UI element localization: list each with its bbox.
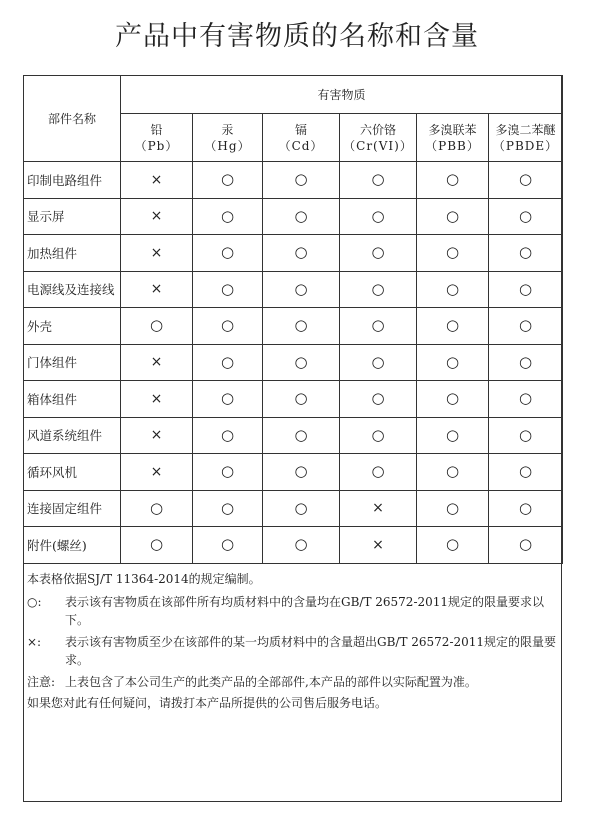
mark-cell: [340, 162, 417, 199]
note-contact: 如果您对此有任何疑问，请拨打本产品所提供的公司售后服务电话。: [27, 696, 388, 710]
mark-cell: [340, 417, 417, 454]
circle-mark: ○: [518, 462, 533, 481]
circle-mark: ○: [371, 389, 385, 408]
substance-symbol: （Pb）: [134, 138, 179, 153]
circle-mark: ○: [220, 462, 235, 481]
circle-mark: ○: [149, 535, 164, 554]
table-body: [24, 76, 563, 564]
mark-cell: [417, 271, 489, 308]
mark-cell: [121, 235, 193, 272]
mark-cell: [193, 417, 263, 454]
circle-mark: ○: [294, 352, 308, 371]
circle-mark: ○: [149, 316, 164, 335]
circle-mark: ○: [294, 316, 308, 335]
mark-cell: [489, 198, 563, 235]
mark-cell: [193, 381, 263, 418]
circle-mark: ○: [445, 389, 460, 408]
note-cross-key: ×:: [27, 634, 42, 649]
mark-cell: [121, 198, 193, 235]
table-row: [24, 490, 563, 527]
mark-cell: [340, 235, 417, 272]
circle-mark: ○: [371, 425, 385, 444]
mark-cell: [340, 271, 417, 308]
mark-cell: [417, 381, 489, 418]
part-name-header: 部件名称: [24, 76, 121, 162]
mark-cell: [263, 490, 340, 527]
mark-cell: [340, 381, 417, 418]
part-name-cell: 外壳: [24, 308, 121, 345]
circle-mark: ○: [220, 279, 235, 298]
circle-mark: ○: [445, 462, 460, 481]
substance-name: 六价铬: [359, 122, 396, 137]
table-row: [24, 381, 563, 418]
mark-cell: [417, 490, 489, 527]
circle-mark: ○: [371, 206, 385, 225]
cross-mark: ×: [150, 463, 163, 480]
cross-mark: ×: [372, 500, 384, 517]
header-row: [24, 76, 563, 114]
table-row: [24, 271, 563, 308]
note-circle-key: ○:: [27, 594, 42, 609]
cross-mark: ×: [150, 281, 163, 298]
circle-mark: ○: [371, 352, 385, 371]
substance-name: 多溴二苯醚: [495, 122, 556, 137]
mark-cell: [193, 490, 263, 527]
circle-mark: ○: [220, 352, 235, 371]
part-name-cell: 印制电路组件: [24, 162, 121, 199]
mark-cell: [121, 454, 193, 491]
circle-mark: ○: [220, 170, 235, 189]
mark-cell: [193, 198, 263, 235]
mark-cell: [489, 235, 563, 272]
part-name-cell: 循环风机: [24, 454, 121, 491]
substance-header-1: [193, 114, 263, 162]
mark-cell: [489, 308, 563, 345]
circle-mark: ○: [445, 206, 460, 225]
part-name-cell: 箱体组件: [24, 381, 121, 418]
circle-mark: ○: [518, 243, 533, 262]
note-basis: 本表格依据SJ/T 11364-2014的规定编制。: [27, 572, 261, 586]
note-circle-text: 表示该有害物质在该部件所有均质材料中的含量均在GB/T 26572-2011规定的限量要求以下。: [65, 594, 545, 627]
mark-cell: [489, 527, 563, 564]
mark-cell: [417, 417, 489, 454]
mark-cell: [417, 527, 489, 564]
mark-cell: [417, 454, 489, 491]
circle-mark: ○: [220, 206, 235, 225]
circle-mark: ○: [220, 425, 235, 444]
mark-cell: [489, 417, 563, 454]
circle-mark: ○: [371, 316, 385, 335]
note-circle: [27, 593, 557, 630]
circle-mark: ○: [445, 352, 460, 371]
substance-header-3: [340, 114, 417, 162]
circle-mark: ○: [294, 279, 308, 298]
circle-mark: ○: [445, 498, 460, 517]
mark-cell: [417, 308, 489, 345]
mark-cell: [417, 198, 489, 235]
mark-cell: [121, 417, 193, 454]
circle-mark: ○: [518, 170, 533, 189]
circle-mark: ○: [518, 279, 533, 298]
substance-group-header: 有害物质: [121, 76, 563, 114]
cross-mark: ×: [150, 354, 163, 371]
part-name-cell: 门体组件: [24, 344, 121, 381]
circle-mark: ○: [294, 243, 308, 262]
substance-symbol: （Hg）: [204, 138, 251, 153]
circle-mark: ○: [445, 316, 460, 335]
mark-cell: [193, 235, 263, 272]
table-row: [24, 417, 563, 454]
circle-mark: ○: [294, 206, 308, 225]
mark-cell: [340, 454, 417, 491]
note-attention: [27, 673, 557, 692]
mark-cell: [489, 454, 563, 491]
hazardous-substance-table: [23, 75, 563, 564]
mark-cell: [263, 198, 340, 235]
mark-cell: [417, 162, 489, 199]
cross-mark: ×: [150, 208, 163, 225]
mark-cell: [121, 527, 193, 564]
page-title: 产品中有害物质的名称和含量: [115, 21, 479, 52]
mark-cell: [417, 344, 489, 381]
mark-cell: [263, 344, 340, 381]
circle-mark: ○: [445, 243, 460, 262]
table-row: [24, 235, 563, 272]
mark-cell: [263, 527, 340, 564]
circle-mark: ○: [371, 170, 385, 189]
mark-cell: [193, 308, 263, 345]
mark-cell: [193, 162, 263, 199]
mark-cell: [193, 527, 263, 564]
mark-cell: [121, 381, 193, 418]
circle-mark: ○: [294, 535, 308, 554]
mark-cell: [489, 344, 563, 381]
table-row: [24, 198, 563, 235]
circle-mark: ○: [518, 206, 533, 225]
circle-mark: ○: [371, 462, 385, 481]
table-row: [24, 527, 563, 564]
table-row: [24, 162, 563, 199]
circle-mark: ○: [294, 389, 308, 408]
note-attention-text: 上表包含了本公司生产的此类产品的全部部件,本产品的部件以实际配置为准。: [65, 674, 477, 689]
mark-cell: [263, 271, 340, 308]
circle-mark: ○: [445, 535, 460, 554]
substance-header-2: [263, 114, 340, 162]
notes-section: [27, 570, 557, 717]
mark-cell: [193, 344, 263, 381]
circle-mark: ○: [371, 243, 385, 262]
note-cross-text: 表示该有害物质至少在该部件的某一均质材料中的含量超出GB/T 26572-2011规定的限量要求。: [65, 634, 557, 667]
note-cross: [27, 633, 557, 670]
mark-cell: [340, 527, 417, 564]
substance-symbol: （PBB）: [425, 138, 480, 153]
circle-mark: ○: [149, 498, 164, 517]
mark-cell: [263, 417, 340, 454]
mark-cell: [263, 235, 340, 272]
substance-symbol: （Cr(VI)）: [343, 138, 413, 153]
circle-mark: ○: [518, 389, 533, 408]
part-name-cell: 连接固定组件: [24, 490, 121, 527]
part-name-cell: 电源线及连接线: [24, 271, 121, 308]
substance-name: 镉: [294, 122, 307, 137]
circle-mark: ○: [445, 279, 460, 298]
substance-header-4: [417, 114, 489, 162]
circle-mark: ○: [518, 498, 533, 517]
substance-name: 铅: [150, 122, 163, 137]
cross-mark: ×: [150, 244, 163, 261]
substance-symbol: （PBDE）: [492, 138, 559, 153]
mark-cell: [193, 271, 263, 308]
table-row: [24, 308, 563, 345]
part-name-cell: 加热组件: [24, 235, 121, 272]
mark-cell: [121, 162, 193, 199]
circle-mark: ○: [220, 316, 235, 335]
mark-cell: [489, 271, 563, 308]
substance-symbol: （Cd）: [278, 138, 324, 153]
circle-mark: ○: [294, 498, 308, 517]
mark-cell: [489, 381, 563, 418]
mark-cell: [193, 454, 263, 491]
circle-mark: ○: [294, 462, 308, 481]
mark-cell: [263, 381, 340, 418]
circle-mark: ○: [220, 498, 235, 517]
circle-mark: ○: [220, 535, 235, 554]
mark-cell: [340, 198, 417, 235]
part-name-cell: 附件(螺丝): [24, 527, 121, 564]
substance-header-5: [489, 114, 563, 162]
circle-mark: ○: [220, 389, 235, 408]
circle-mark: ○: [294, 170, 308, 189]
circle-mark: ○: [220, 243, 235, 262]
mark-cell: [121, 344, 193, 381]
mark-cell: [263, 162, 340, 199]
circle-mark: ○: [445, 425, 460, 444]
mark-cell: [121, 271, 193, 308]
mark-cell: [489, 162, 563, 199]
substance-header-0: [121, 114, 193, 162]
circle-mark: ○: [518, 535, 533, 554]
cross-mark: ×: [150, 390, 163, 407]
circle-mark: ○: [518, 425, 533, 444]
mark-cell: [121, 490, 193, 527]
table-row: [24, 344, 563, 381]
mark-cell: [417, 235, 489, 272]
circle-mark: ○: [294, 425, 308, 444]
circle-mark: ○: [518, 316, 533, 335]
mark-cell: [263, 454, 340, 491]
cross-mark: ×: [150, 427, 163, 444]
part-name-cell: 风道系统组件: [24, 417, 121, 454]
table-row: [24, 454, 563, 491]
circle-mark: ○: [445, 170, 460, 189]
substance-name: 汞: [221, 122, 234, 137]
part-name-cell: 显示屏: [24, 198, 121, 235]
cross-mark: ×: [150, 171, 163, 188]
cross-mark: ×: [372, 536, 384, 553]
mark-cell: [263, 308, 340, 345]
mark-cell: [340, 344, 417, 381]
note-attention-key: 注意:: [27, 674, 56, 689]
mark-cell: [340, 308, 417, 345]
circle-mark: ○: [371, 279, 385, 298]
substance-name: 多溴联苯: [428, 122, 477, 137]
mark-cell: [121, 308, 193, 345]
circle-mark: ○: [518, 352, 533, 371]
mark-cell: [489, 490, 563, 527]
mark-cell: [340, 490, 417, 527]
